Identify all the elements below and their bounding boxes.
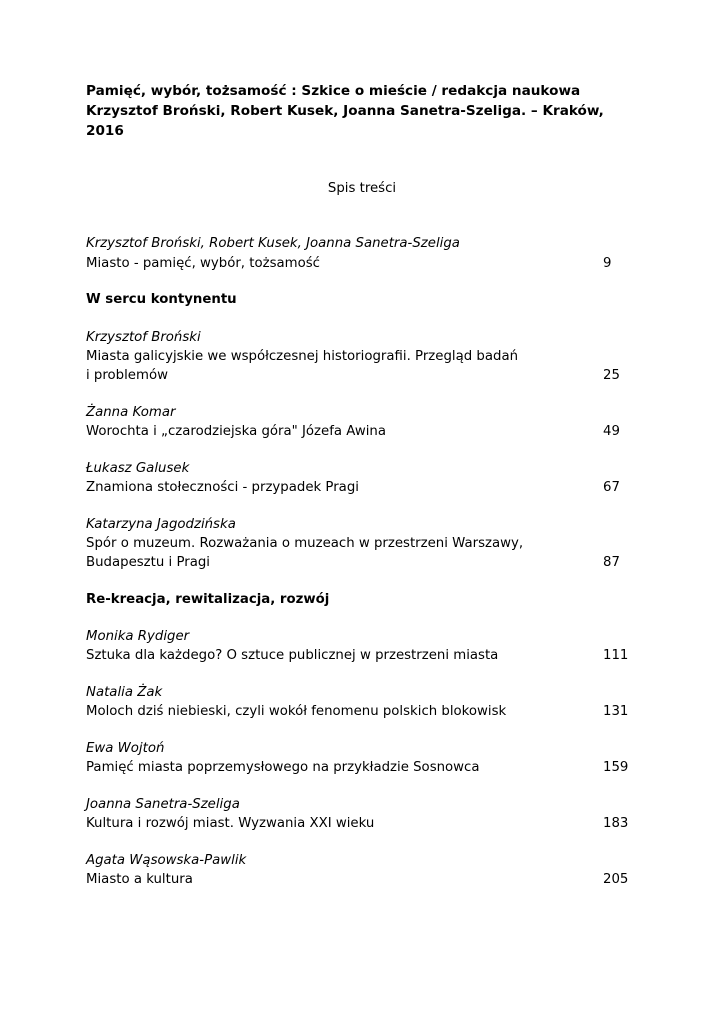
entry-page-number: 9 <box>603 256 612 271</box>
entry-title-line: Spór o muzeum. Rozważania o muzeach w przestrzeni Warszawy, <box>86 536 524 551</box>
entry-author: Katarzyna Jagodzińska <box>86 517 236 532</box>
header-line-3: 2016 <box>86 123 124 139</box>
entry-author: Agata Wąsowska-Pawlik <box>86 853 247 868</box>
bibliographic-header <box>86 81 646 141</box>
entry-title-line: Pamięć miasta poprzemysłowego na przykładzie Sosnowca <box>86 760 480 775</box>
entry-page-number: 205 <box>603 872 629 887</box>
entry-title-line: Znamiona stołeczności - przypadek Pragi <box>86 480 359 495</box>
entry-page-number: 111 <box>603 648 629 663</box>
entry-author: Ewa Wojtoń <box>86 741 165 756</box>
entry-title-line: Miasto a kultura <box>86 872 193 887</box>
section-heading: Re-kreacja, rewitalizacja, rozwój <box>86 592 330 607</box>
toc-title: Spis treści <box>327 181 397 196</box>
entry-page-number: 159 <box>603 760 629 775</box>
entry-title-line: Sztuka dla każdego? O sztuce publicznej w przestrzeni miasta <box>86 648 499 663</box>
entry-page-number: 67 <box>603 480 620 495</box>
entry-author: Joanna Sanetra-Szeliga <box>86 797 240 812</box>
header-line-1: Pamięć, wybór, tożsamość : Szkice o mieście / redakcja naukowa <box>86 83 581 99</box>
entry-page-number: 183 <box>603 816 629 831</box>
entry-author: Monika Rydiger <box>86 629 190 644</box>
entry-page-number: 87 <box>603 555 620 570</box>
entry-author: Krzysztof Broński, Robert Kusek, Joanna Sanetra-Szeliga <box>86 236 460 251</box>
entry-title-line: Budapesztu i Pragi <box>86 555 210 570</box>
entry-author: Żanna Komar <box>86 405 176 420</box>
entry-title-line: Worochta i „czarodziejska góra" Józefa Awina <box>86 424 386 439</box>
entry-title-line: i problemów <box>86 368 168 383</box>
header-line-2: Krzysztof Broński, Robert Kusek, Joanna Sanetra-Szeliga. – Kraków, <box>86 103 604 119</box>
entry-title: Miasto - pamięć, wybór, tożsamość <box>86 256 320 271</box>
entry-author: Krzysztof Broński <box>86 330 201 345</box>
entry-page-number: 25 <box>603 368 620 383</box>
entry-page-number: 49 <box>603 424 620 439</box>
section-heading: W sercu kontynentu <box>86 292 237 307</box>
entry-title-line: Miasta galicyjskie we współczesnej historiografii. Przegląd badań <box>86 349 519 364</box>
entry-author: Natalia Żak <box>86 685 163 700</box>
entry-title-line: Moloch dziś niebieski, czyli wokół fenomenu polskich blokowisk <box>86 704 507 719</box>
entry-page-number: 131 <box>603 704 629 719</box>
entry-title-line: Kultura i rozwój miast. Wyzwania XXI wieku <box>86 816 375 831</box>
entry-author: Łukasz Galusek <box>86 461 190 476</box>
